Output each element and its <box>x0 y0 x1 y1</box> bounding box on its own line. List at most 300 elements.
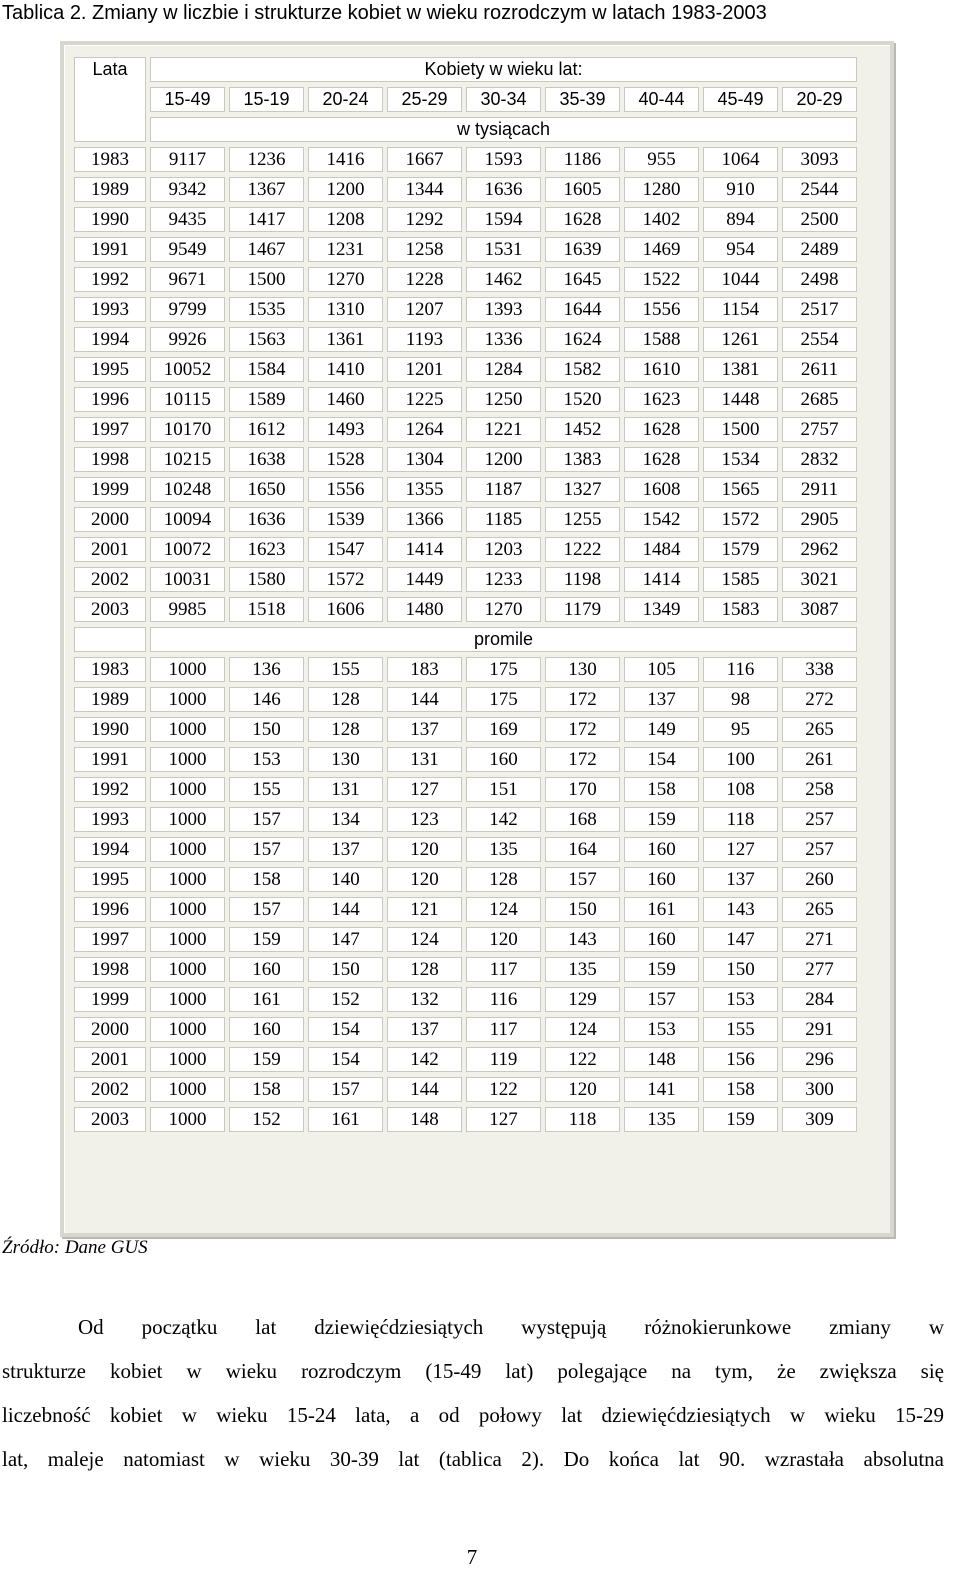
value-cell: 164 <box>545 837 620 862</box>
value-cell: 140 <box>308 867 383 892</box>
value-cell: 1644 <box>545 297 620 322</box>
value-cell: 910 <box>703 177 778 202</box>
value-cell: 1542 <box>624 507 699 532</box>
year-cell: 1999 <box>74 477 146 502</box>
year-cell: 2002 <box>74 567 146 592</box>
value-cell: 1000 <box>150 1107 225 1132</box>
value-cell: 2500 <box>782 207 857 232</box>
value-cell: 127 <box>466 1107 541 1132</box>
value-cell: 1589 <box>229 387 304 412</box>
value-cell: 1179 <box>545 597 620 622</box>
value-cell: 272 <box>782 687 857 712</box>
table-row <box>74 207 857 232</box>
year-cell: 1996 <box>74 897 146 922</box>
value-cell: 122 <box>466 1077 541 1102</box>
paragraph-line: liczebność kobiet w wieku 15-24 lata, a od połowy lat dziewięćdziesiątych w wieku 15-29 <box>2 1403 944 1427</box>
value-cell: 1645 <box>545 267 620 292</box>
unit-row <box>74 117 857 142</box>
year-cell: 1990 <box>74 207 146 232</box>
value-cell: 1000 <box>150 777 225 802</box>
value-cell: 284 <box>782 987 857 1012</box>
value-cell: 1185 <box>466 507 541 532</box>
value-cell: 1467 <box>229 237 304 262</box>
value-cell: 153 <box>229 747 304 772</box>
value-cell: 1000 <box>150 1077 225 1102</box>
value-cell: 160 <box>466 747 541 772</box>
women-age-structure-table <box>70 52 861 1137</box>
value-cell: 1393 <box>466 297 541 322</box>
table-row <box>74 297 857 322</box>
value-cell: 158 <box>624 777 699 802</box>
value-cell: 147 <box>308 927 383 952</box>
age-group-30-34: 30-34 <box>466 87 541 112</box>
value-cell: 1203 <box>466 537 541 562</box>
header-row-ages <box>74 87 857 112</box>
value-cell: 161 <box>229 987 304 1012</box>
value-cell: 160 <box>624 927 699 952</box>
value-cell: 1585 <box>703 567 778 592</box>
value-cell: 1623 <box>229 537 304 562</box>
value-cell: 172 <box>545 747 620 772</box>
value-cell: 129 <box>545 987 620 1012</box>
year-cell: 2000 <box>74 507 146 532</box>
value-cell: 175 <box>466 687 541 712</box>
value-cell: 1366 <box>387 507 462 532</box>
value-cell: 172 <box>545 717 620 742</box>
value-cell: 1636 <box>466 177 541 202</box>
year-cell: 1993 <box>74 807 146 832</box>
source-note: Źródło: Dane GUS <box>2 1237 148 1258</box>
value-cell: 135 <box>624 1107 699 1132</box>
value-cell: 118 <box>545 1107 620 1132</box>
year-cell: 1997 <box>74 417 146 442</box>
year-cell: 1989 <box>74 687 146 712</box>
value-cell: 1522 <box>624 267 699 292</box>
value-cell: 1255 <box>545 507 620 532</box>
value-cell: 1208 <box>308 207 383 232</box>
value-cell: 261 <box>782 747 857 772</box>
value-cell: 120 <box>387 867 462 892</box>
year-cell: 1983 <box>74 657 146 682</box>
table-row <box>74 447 857 472</box>
value-cell: 156 <box>703 1047 778 1072</box>
value-cell: 120 <box>545 1077 620 1102</box>
value-cell: 1207 <box>387 297 462 322</box>
value-cell: 291 <box>782 1017 857 1042</box>
value-cell: 9342 <box>150 177 225 202</box>
value-cell: 1623 <box>624 387 699 412</box>
value-cell: 168 <box>545 807 620 832</box>
value-cell: 1310 <box>308 297 383 322</box>
value-cell: 1261 <box>703 327 778 352</box>
value-cell: 1236 <box>229 147 304 172</box>
value-cell: 9926 <box>150 327 225 352</box>
table-caption: Tablica 2. Zmiany w liczbie i strukturze kobiet w wieku rozrodczym w latach 1983-2003 <box>2 2 767 24</box>
value-cell: 1667 <box>387 147 462 172</box>
value-cell: 1636 <box>229 507 304 532</box>
value-cell: 157 <box>229 807 304 832</box>
value-cell: 1460 <box>308 387 383 412</box>
value-cell: 158 <box>229 1077 304 1102</box>
value-cell: 117 <box>466 957 541 982</box>
value-cell: 143 <box>545 927 620 952</box>
value-cell: 1608 <box>624 477 699 502</box>
value-cell: 160 <box>229 1017 304 1042</box>
value-cell: 175 <box>466 657 541 682</box>
value-cell: 142 <box>466 807 541 832</box>
value-cell: 1355 <box>387 477 462 502</box>
table-row <box>74 807 857 832</box>
value-cell: 1193 <box>387 327 462 352</box>
table-row <box>74 147 857 172</box>
value-cell: 128 <box>308 687 383 712</box>
age-group-40-44: 40-44 <box>624 87 699 112</box>
value-cell: 1493 <box>308 417 383 442</box>
table-row <box>74 267 857 292</box>
value-cell: 1610 <box>624 357 699 382</box>
value-cell: 1583 <box>703 597 778 622</box>
value-cell: 1000 <box>150 687 225 712</box>
value-cell: 10072 <box>150 537 225 562</box>
value-cell: 157 <box>545 867 620 892</box>
year-cell: 1991 <box>74 237 146 262</box>
value-cell: 1628 <box>624 417 699 442</box>
value-cell: 123 <box>387 807 462 832</box>
table-row <box>74 957 857 982</box>
value-cell: 1201 <box>387 357 462 382</box>
header-row-group <box>74 57 857 82</box>
value-cell: 1304 <box>387 447 462 472</box>
value-cell: 3093 <box>782 147 857 172</box>
value-cell: 1414 <box>624 567 699 592</box>
age-group-25-29: 25-29 <box>387 87 462 112</box>
value-cell: 1531 <box>466 237 541 262</box>
value-cell: 120 <box>387 837 462 862</box>
age-group-15-19: 15-19 <box>229 87 304 112</box>
year-cell: 2003 <box>74 1107 146 1132</box>
value-cell: 137 <box>387 717 462 742</box>
value-cell: 1367 <box>229 177 304 202</box>
value-cell: 1258 <box>387 237 462 262</box>
value-cell: 158 <box>703 1077 778 1102</box>
table-row <box>74 507 857 532</box>
value-cell: 9985 <box>150 597 225 622</box>
value-cell: 124 <box>466 897 541 922</box>
table-row <box>74 1017 857 1042</box>
value-cell: 172 <box>545 687 620 712</box>
value-cell: 271 <box>782 927 857 952</box>
value-cell: 141 <box>624 1077 699 1102</box>
value-cell: 116 <box>466 987 541 1012</box>
value-cell: 1484 <box>624 537 699 562</box>
body-paragraph <box>2 1305 944 1481</box>
value-cell: 1336 <box>466 327 541 352</box>
value-cell: 1518 <box>229 597 304 622</box>
value-cell: 131 <box>387 747 462 772</box>
value-cell: 157 <box>624 987 699 1012</box>
year-cell: 2003 <box>74 597 146 622</box>
value-cell: 2962 <box>782 537 857 562</box>
value-cell: 265 <box>782 897 857 922</box>
value-cell: 136 <box>229 657 304 682</box>
value-cell: 159 <box>229 1047 304 1072</box>
table-row <box>74 237 857 262</box>
value-cell: 9435 <box>150 207 225 232</box>
value-cell: 1000 <box>150 717 225 742</box>
value-cell: 1452 <box>545 417 620 442</box>
value-cell: 124 <box>545 1017 620 1042</box>
value-cell: 1000 <box>150 867 225 892</box>
value-cell: 10115 <box>150 387 225 412</box>
value-cell: 1414 <box>387 537 462 562</box>
table-row <box>74 357 857 382</box>
value-cell: 1000 <box>150 927 225 952</box>
value-cell: 148 <box>387 1107 462 1132</box>
table-row <box>74 837 857 862</box>
value-cell: 155 <box>703 1017 778 1042</box>
value-cell: 1233 <box>466 567 541 592</box>
value-cell: 147 <box>703 927 778 952</box>
table-row <box>74 867 857 892</box>
value-cell: 1225 <box>387 387 462 412</box>
value-cell: 155 <box>308 657 383 682</box>
year-cell: 1998 <box>74 957 146 982</box>
year-cell: 1997 <box>74 927 146 952</box>
table-row <box>74 417 857 442</box>
value-cell: 151 <box>466 777 541 802</box>
value-cell: 1064 <box>703 147 778 172</box>
value-cell: 1186 <box>545 147 620 172</box>
value-cell: 1572 <box>308 567 383 592</box>
lata-header: Lata <box>74 57 146 142</box>
year-cell: 1983 <box>74 147 146 172</box>
value-cell: 161 <box>624 897 699 922</box>
value-cell: 149 <box>624 717 699 742</box>
table-row <box>74 177 857 202</box>
value-cell: 260 <box>782 867 857 892</box>
value-cell: 169 <box>466 717 541 742</box>
value-cell: 9549 <box>150 237 225 262</box>
year-cell: 2001 <box>74 1047 146 1072</box>
year-cell: 1989 <box>74 177 146 202</box>
value-cell: 2685 <box>782 387 857 412</box>
value-cell: 10215 <box>150 447 225 472</box>
value-cell: 135 <box>545 957 620 982</box>
unit-row-spacer <box>74 627 146 652</box>
value-cell: 2911 <box>782 477 857 502</box>
value-cell: 2905 <box>782 507 857 532</box>
value-cell: 1154 <box>703 297 778 322</box>
value-cell: 135 <box>466 837 541 862</box>
value-cell: 1588 <box>624 327 699 352</box>
value-cell: 1200 <box>466 447 541 472</box>
value-cell: 1628 <box>624 447 699 472</box>
value-cell: 137 <box>387 1017 462 1042</box>
value-cell: 157 <box>229 837 304 862</box>
value-cell: 10031 <box>150 567 225 592</box>
value-cell: 1469 <box>624 237 699 262</box>
year-cell: 1990 <box>74 717 146 742</box>
value-cell: 128 <box>387 957 462 982</box>
value-cell: 3087 <box>782 597 857 622</box>
value-cell: 108 <box>703 777 778 802</box>
table-row <box>74 567 857 592</box>
value-cell: 2498 <box>782 267 857 292</box>
paragraph-line: lat, maleje natomiast w wieku 30-39 lat (tablica 2). Do końca lat 90. wzrastała absolutna <box>2 1447 944 1471</box>
value-cell: 1556 <box>624 297 699 322</box>
value-cell: 157 <box>308 1077 383 1102</box>
value-cell: 1539 <box>308 507 383 532</box>
value-cell: 1222 <box>545 537 620 562</box>
value-cell: 1638 <box>229 447 304 472</box>
value-cell: 105 <box>624 657 699 682</box>
value-cell: 1292 <box>387 207 462 232</box>
value-cell: 159 <box>624 807 699 832</box>
value-cell: 159 <box>229 927 304 952</box>
value-cell: 98 <box>703 687 778 712</box>
value-cell: 1349 <box>624 597 699 622</box>
value-cell: 159 <box>703 1107 778 1132</box>
table-row <box>74 1107 857 1132</box>
value-cell: 9671 <box>150 267 225 292</box>
value-cell: 1612 <box>229 417 304 442</box>
value-cell: 150 <box>545 897 620 922</box>
table-row <box>74 327 857 352</box>
value-cell: 146 <box>229 687 304 712</box>
value-cell: 1231 <box>308 237 383 262</box>
value-cell: 144 <box>308 897 383 922</box>
value-cell: 2554 <box>782 327 857 352</box>
value-cell: 128 <box>466 867 541 892</box>
year-cell: 1998 <box>74 447 146 472</box>
table-row <box>74 657 857 682</box>
value-cell: 117 <box>466 1017 541 1042</box>
value-cell: 161 <box>308 1107 383 1132</box>
value-cell: 1579 <box>703 537 778 562</box>
value-cell: 1528 <box>308 447 383 472</box>
value-cell: 1264 <box>387 417 462 442</box>
value-cell: 1416 <box>308 147 383 172</box>
value-cell: 10248 <box>150 477 225 502</box>
value-cell: 1000 <box>150 1017 225 1042</box>
value-cell: 183 <box>387 657 462 682</box>
table-row <box>74 1077 857 1102</box>
age-group-20-24: 20-24 <box>308 87 383 112</box>
value-cell: 1000 <box>150 747 225 772</box>
year-cell: 1994 <box>74 837 146 862</box>
value-cell: 137 <box>624 687 699 712</box>
value-cell: 1000 <box>150 897 225 922</box>
value-cell: 137 <box>308 837 383 862</box>
value-cell: 157 <box>229 897 304 922</box>
value-cell: 152 <box>308 987 383 1012</box>
value-cell: 142 <box>387 1047 462 1072</box>
value-cell: 134 <box>308 807 383 832</box>
value-cell: 338 <box>782 657 857 682</box>
value-cell: 1200 <box>308 177 383 202</box>
age-group-15-49: 15-49 <box>150 87 225 112</box>
table-row <box>74 477 857 502</box>
value-cell: 155 <box>229 777 304 802</box>
value-cell: 1556 <box>308 477 383 502</box>
value-cell: 150 <box>229 717 304 742</box>
value-cell: 1327 <box>545 477 620 502</box>
value-cell: 1221 <box>466 417 541 442</box>
value-cell: 1361 <box>308 327 383 352</box>
table-row <box>74 987 857 1012</box>
value-cell: 1284 <box>466 357 541 382</box>
table-row <box>74 387 857 412</box>
value-cell: 128 <box>308 717 383 742</box>
value-cell: 1000 <box>150 837 225 862</box>
unit-row <box>74 627 857 652</box>
table-row <box>74 717 857 742</box>
value-cell: 309 <box>782 1107 857 1132</box>
value-cell: 2544 <box>782 177 857 202</box>
paragraph-line: Od początku lat dziewięćdziesiątych występują różnokierunkowe zmiany w <box>78 1315 944 1339</box>
value-cell: 154 <box>308 1047 383 1072</box>
table-row <box>74 897 857 922</box>
value-cell: 9117 <box>150 147 225 172</box>
year-cell: 2001 <box>74 537 146 562</box>
value-cell: 1280 <box>624 177 699 202</box>
year-cell: 1996 <box>74 387 146 412</box>
value-cell: 124 <box>387 927 462 952</box>
value-cell: 1580 <box>229 567 304 592</box>
value-cell: 170 <box>545 777 620 802</box>
value-cell: 1593 <box>466 147 541 172</box>
value-cell: 1572 <box>703 507 778 532</box>
value-cell: 132 <box>387 987 462 1012</box>
table-row <box>74 927 857 952</box>
value-cell: 2517 <box>782 297 857 322</box>
value-cell: 1044 <box>703 267 778 292</box>
value-cell: 118 <box>703 807 778 832</box>
value-cell: 258 <box>782 777 857 802</box>
value-cell: 1448 <box>703 387 778 412</box>
table-row <box>74 597 857 622</box>
value-cell: 116 <box>703 657 778 682</box>
value-cell: 955 <box>624 147 699 172</box>
unit-label: promile <box>150 627 857 652</box>
table-row <box>74 747 857 772</box>
value-cell: 257 <box>782 807 857 832</box>
year-cell: 1991 <box>74 747 146 772</box>
value-cell: 894 <box>703 207 778 232</box>
value-cell: 277 <box>782 957 857 982</box>
value-cell: 158 <box>229 867 304 892</box>
value-cell: 150 <box>308 957 383 982</box>
value-cell: 1462 <box>466 267 541 292</box>
value-cell: 144 <box>387 687 462 712</box>
table-row <box>74 537 857 562</box>
value-cell: 1449 <box>387 567 462 592</box>
value-cell: 1639 <box>545 237 620 262</box>
year-cell: 1993 <box>74 297 146 322</box>
value-cell: 130 <box>545 657 620 682</box>
age-group-45-49: 45-49 <box>703 87 778 112</box>
year-cell: 1995 <box>74 867 146 892</box>
value-cell: 1250 <box>466 387 541 412</box>
value-cell: 1402 <box>624 207 699 232</box>
value-cell: 1410 <box>308 357 383 382</box>
value-cell: 152 <box>229 1107 304 1132</box>
value-cell: 120 <box>466 927 541 952</box>
value-cell: 127 <box>387 777 462 802</box>
value-cell: 95 <box>703 717 778 742</box>
value-cell: 1565 <box>703 477 778 502</box>
value-cell: 143 <box>703 897 778 922</box>
